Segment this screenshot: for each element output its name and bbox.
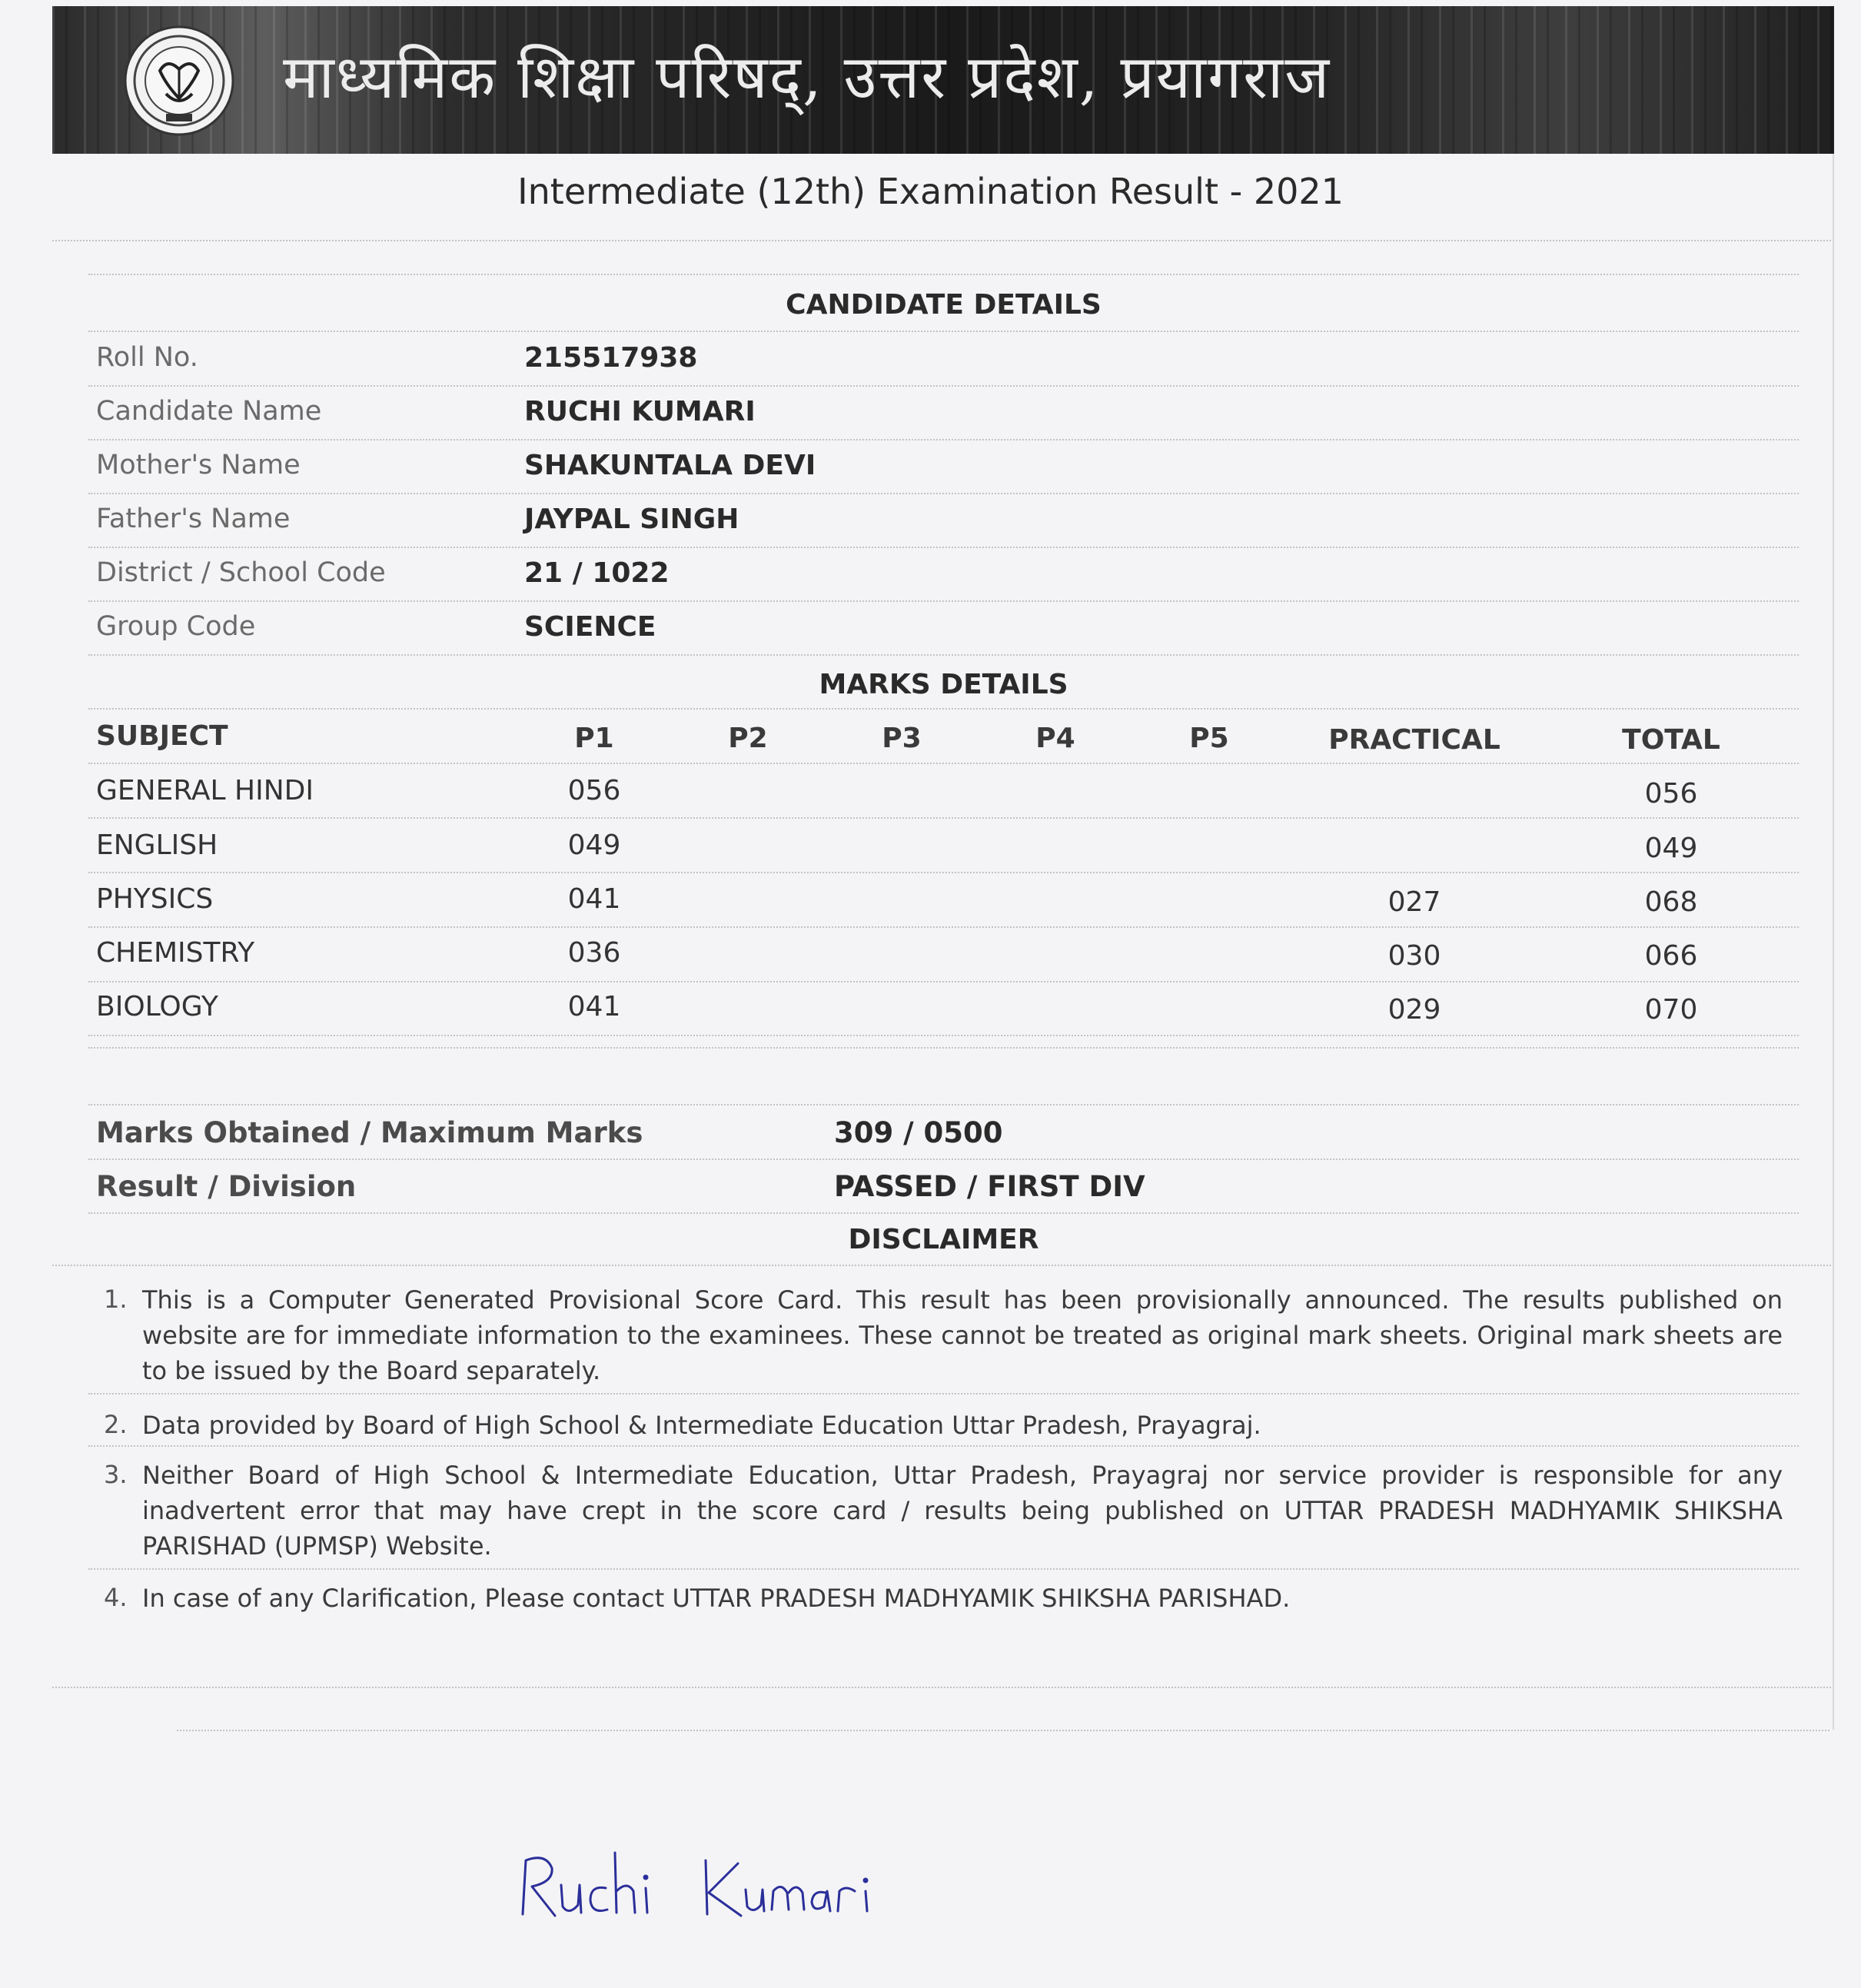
subject-cell: CHEMISTRY xyxy=(96,937,255,969)
p1-cell: 056 xyxy=(567,775,621,806)
board-title-hindi: माध्यमिक शिक्षा परिषद्, उत्तर प्रदेश, प्रयागराज xyxy=(283,43,1331,112)
subject-cell: BIOLOGY xyxy=(96,991,218,1022)
divider xyxy=(88,1035,1799,1036)
disclaimer-number: 4. xyxy=(104,1583,128,1612)
group-code-label: Group Code xyxy=(96,611,256,642)
divider xyxy=(52,240,1834,241)
p1-cell: 041 xyxy=(567,883,621,915)
col-header-practical: PRACTICAL xyxy=(1328,724,1500,756)
divider xyxy=(52,1687,1834,1688)
total-cell: 066 xyxy=(1644,940,1698,972)
divider xyxy=(88,654,1799,656)
exam-title: Intermediate (12th) Examination Result - 2021 xyxy=(517,171,1344,212)
total-cell: 070 xyxy=(1644,994,1698,1026)
p1-cell: 049 xyxy=(567,829,621,861)
divider xyxy=(52,1265,1834,1266)
disclaimer-item: This is a Computer Generated Provisional Score Card. This result has been provisionally announced. The results published on website are for immediate information to the examinees. These cannot be treated as original mark sheets. Original mark sheets are to be issued by the Board separately. xyxy=(142,1285,1783,1385)
mothers-name-label: Mother's Name xyxy=(96,450,301,480)
fathers-name-label: Father's Name xyxy=(96,504,291,534)
divider xyxy=(88,1568,1799,1570)
divider xyxy=(88,981,1799,982)
p1-cell: 036 xyxy=(567,937,621,969)
col-header-subject: SUBJECT xyxy=(96,720,228,752)
divider xyxy=(88,763,1799,764)
divider xyxy=(88,274,1799,275)
marks-details-heading: MARKS DETAILS xyxy=(819,669,1068,700)
result-division-value: PASSED / FIRST DIV xyxy=(834,1170,1145,1203)
marks-obtained-label: Marks Obtained / Maximum Marks xyxy=(96,1116,643,1149)
marks-obtained-value: 309 / 0500 xyxy=(834,1116,1003,1149)
divider xyxy=(88,1159,1799,1160)
disclaimer-item: Neither Board of High School & Intermediate Education, Uttar Pradesh, Prayagraj nor service provider is responsible for any inadvertent error that may have crept in the score card / results being published on UTTAR PRADESH MADHYAMIK SHIKSHA PARISHAD (UPMSP) Website. xyxy=(142,1461,1783,1561)
divider xyxy=(88,493,1799,494)
candidate-name-label: Candidate Name xyxy=(96,396,322,427)
district-school-code-value: 21 / 1022 xyxy=(524,557,670,589)
divider xyxy=(88,547,1799,548)
divider xyxy=(88,439,1799,440)
disclaimer-item: Data provided by Board of High School & Intermediate Education Uttar Pradesh, Prayagraj. xyxy=(142,1411,1261,1440)
group-code-value: SCIENCE xyxy=(524,611,656,643)
divider xyxy=(88,1104,1799,1105)
divider xyxy=(88,600,1799,602)
divider xyxy=(88,1393,1799,1395)
board-emblem-icon xyxy=(121,23,237,138)
col-header-p1: P1 xyxy=(574,723,614,754)
candidate-details-heading: CANDIDATE DETAILS xyxy=(786,289,1102,321)
total-cell: 049 xyxy=(1644,833,1698,864)
frame-border xyxy=(1833,154,1834,1730)
col-header-total: TOTAL xyxy=(1622,724,1720,756)
district-school-code-label: District / School Code xyxy=(96,557,386,588)
result-division-label: Result / Division xyxy=(96,1170,357,1203)
divider xyxy=(88,817,1799,819)
divider xyxy=(88,708,1799,710)
disclaimer-item: In case of any Clarification, Please contact UTTAR PRADESH MADHYAMIK SHIKSHA PARISHAD. xyxy=(142,1584,1291,1613)
disclaimer-number: 1. xyxy=(104,1285,128,1314)
divider xyxy=(88,385,1799,387)
roll-no-value: 215517938 xyxy=(524,342,698,374)
divider xyxy=(88,331,1799,332)
practical-cell: 030 xyxy=(1387,940,1441,972)
fathers-name-value: JAYPAL SINGH xyxy=(524,504,739,535)
subject-cell: ENGLISH xyxy=(96,829,218,861)
disclaimer-number: 2. xyxy=(104,1410,128,1439)
col-header-p3: P3 xyxy=(882,723,922,754)
divider xyxy=(88,872,1799,873)
divider xyxy=(177,1730,1829,1731)
mothers-name-value: SHAKUNTALA DEVI xyxy=(524,450,816,481)
disclaimer-heading: DISCLAIMER xyxy=(848,1224,1039,1255)
divider xyxy=(88,1047,1799,1049)
roll-no-label: Roll No. xyxy=(96,342,198,373)
total-cell: 056 xyxy=(1644,778,1698,809)
total-cell: 068 xyxy=(1644,886,1698,918)
divider xyxy=(88,1445,1799,1447)
practical-cell: 029 xyxy=(1387,994,1441,1026)
col-header-p4: P4 xyxy=(1035,723,1075,754)
col-header-p2: P2 xyxy=(728,723,768,754)
p1-cell: 041 xyxy=(567,991,621,1022)
divider xyxy=(88,1212,1799,1214)
col-header-p5: P5 xyxy=(1189,723,1229,754)
board-banner xyxy=(52,6,1834,154)
handwritten-signature xyxy=(515,1830,915,1930)
disclaimer-number: 3. xyxy=(104,1460,128,1489)
candidate-name-value: RUCHI KUMARI xyxy=(524,396,756,427)
subject-cell: GENERAL HINDI xyxy=(96,775,314,806)
subject-cell: PHYSICS xyxy=(96,883,214,915)
divider xyxy=(88,926,1799,928)
practical-cell: 027 xyxy=(1387,886,1441,918)
